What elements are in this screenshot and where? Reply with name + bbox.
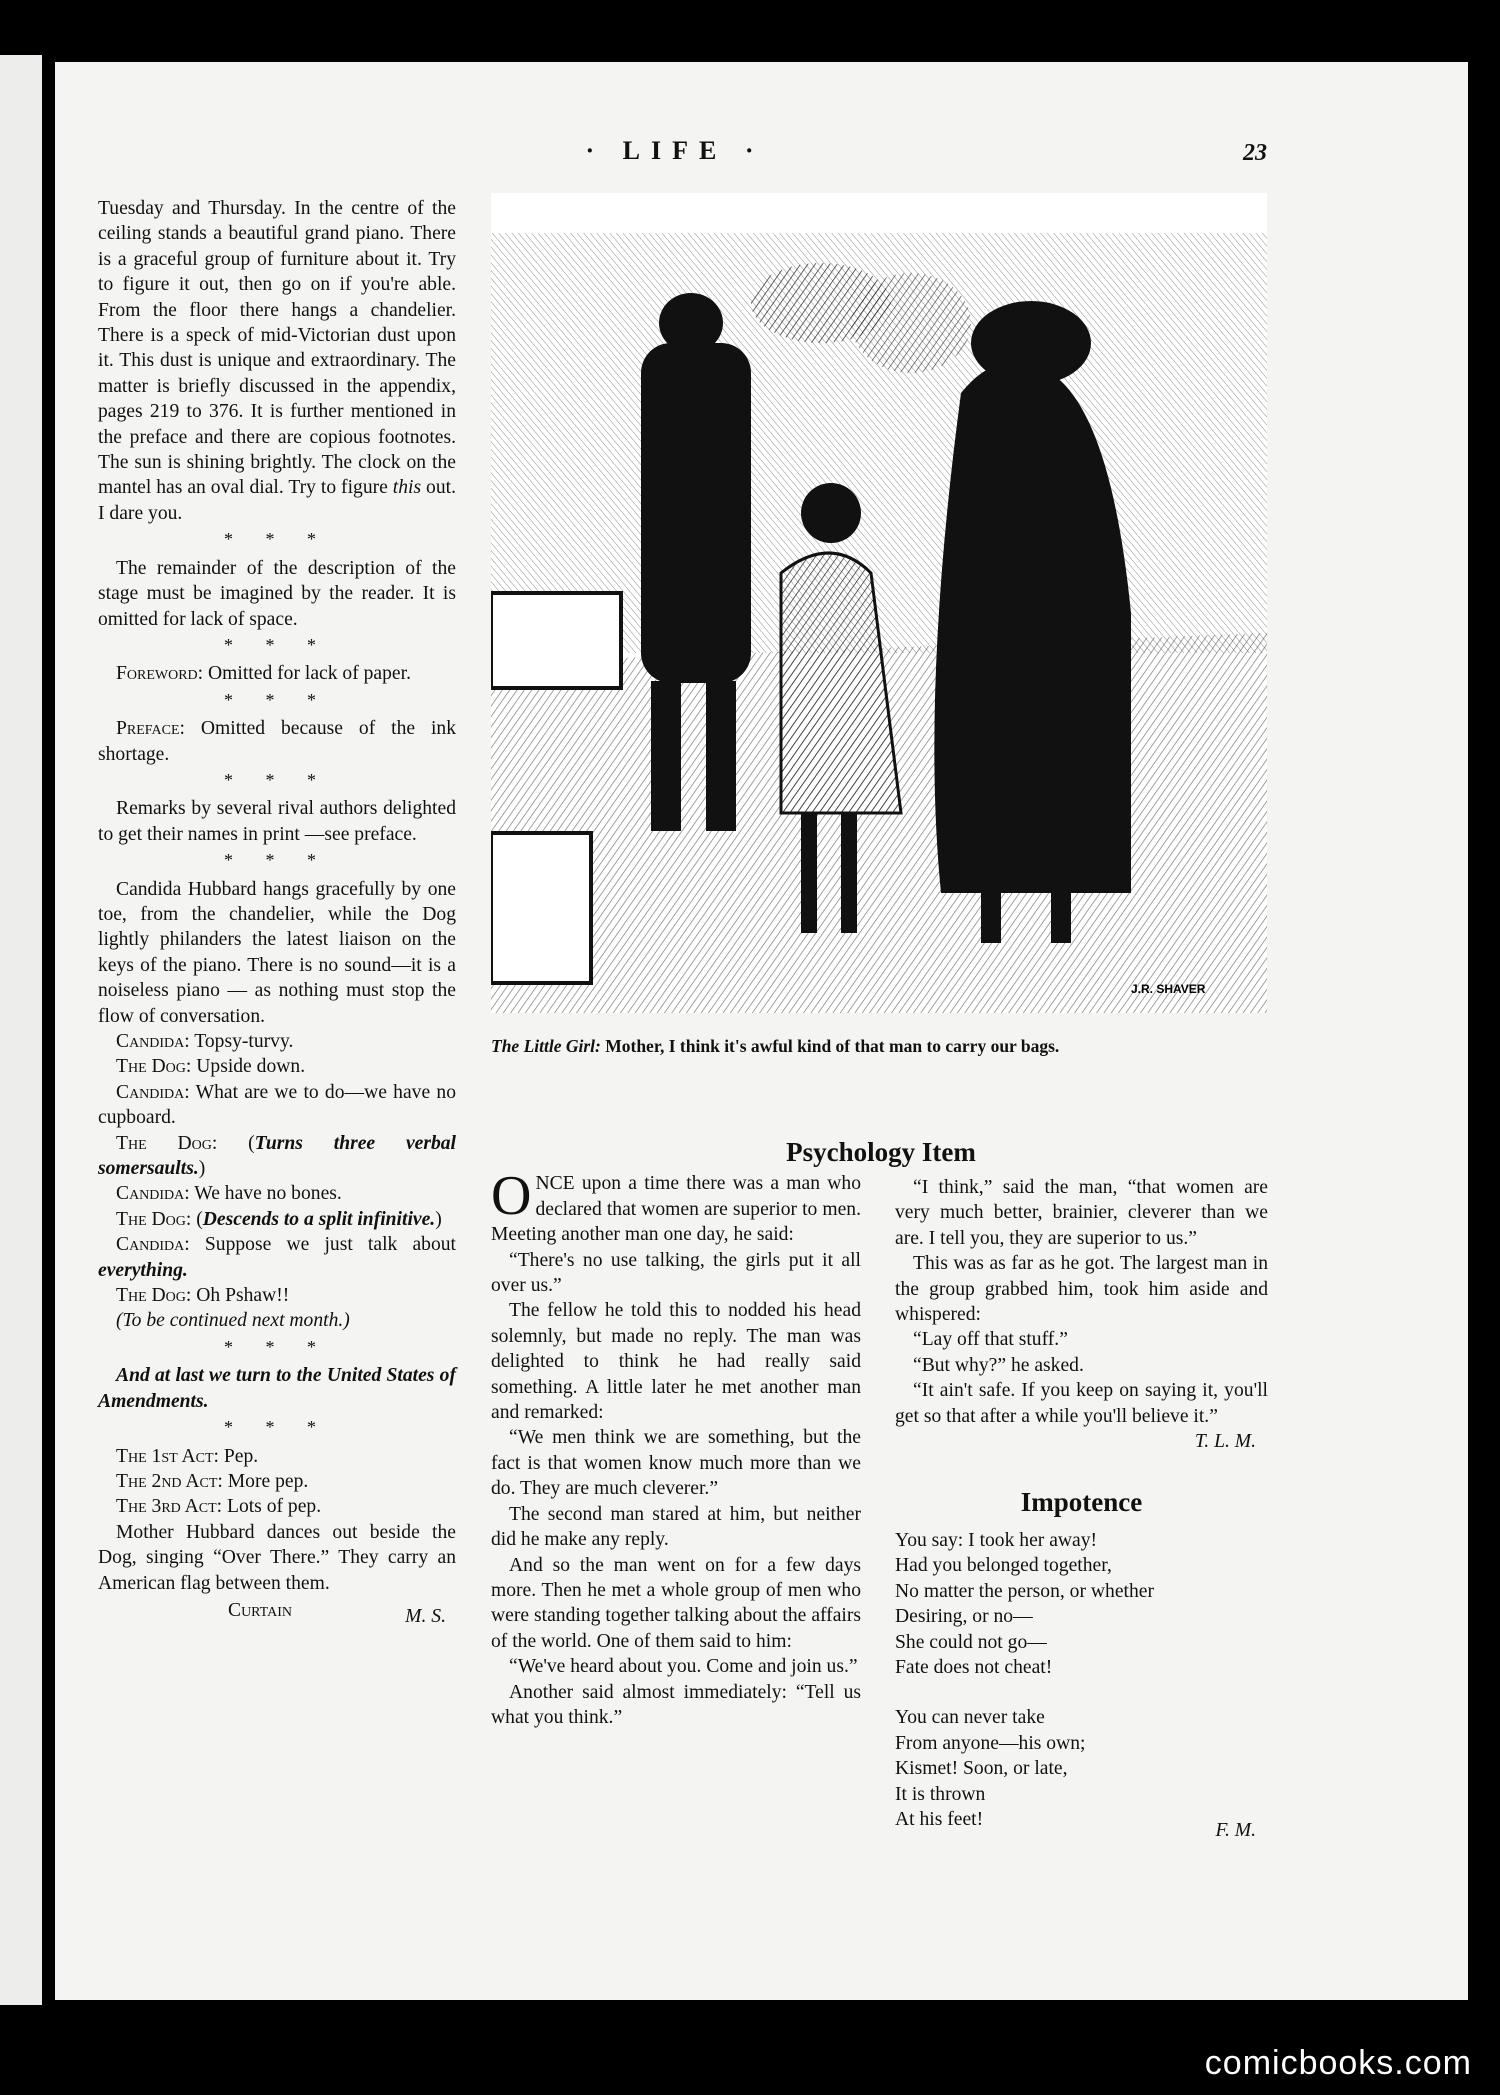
illustration-caption: The Little Girl: Mother, I think it's awful kind of that man to carry our bags. [491,1036,1060,1056]
psychology-paragraph: And so the man went on for a few days more. Then he met a whole group of men who were standing together talking about the affairs of the world. One of them said to him: [491,1554,861,1652]
closing-paragraph: Mother Hubbard dances out beside the Dog, singing “Over There.” They carry an American flag between them. [98,1521,456,1594]
psychology-paragraph: “I think,” said the man, “that women are very much better, brainier, cleverer than we are. I tell you, they are superior to us.” [895,1177,1268,1249]
poem-line: It is thrown [895,1783,986,1805]
page-number: 23 [1243,140,1267,166]
dialogue-line: The Dog: (Turns three verbal somersaults.) [98,1132,456,1180]
poem-line: You can never take [895,1707,1045,1729]
illustration [491,193,1267,1013]
dialogue-line: Candida: Topsy-turvy. [116,1031,294,1052]
dialogue-line: Candida: What are we to do—we have no cupboard. [98,1081,456,1129]
signature-ms: M. S. [405,1605,446,1627]
remainder-paragraph: The remainder of the description of the stage must be imagined by the reader. It is omitted for lack of space. [98,557,456,630]
facing-page-edge [0,55,42,2005]
section-stars: * * * [224,769,330,790]
section-stars: * * * [224,1336,330,1357]
psychology-paragraph: “It ain't safe. If you keep on saying it, you'll get so that after a while you'll believe it.” [895,1380,1268,1427]
poem-line: Desiring, or no— [895,1606,1033,1628]
section-stars: * * * [224,850,330,871]
psychology-paragraph: “Lay off that stuff.” [913,1329,1068,1351]
poem-line: Had you belonged together, [895,1555,1112,1577]
psychology-paragraph: The second man stared at him, but neither did he make any reply. [491,1503,861,1551]
dialogue-line: Candida: Suppose we just talk about everything. [98,1234,456,1281]
act-line: The 1st Act: Pep. [116,1445,259,1467]
act-line: The 3rd Act: Lots of pep. [116,1496,322,1518]
section-stars: * * * [224,689,330,710]
poem-line: No matter the person, or whether [895,1580,1154,1602]
psychology-title: Psychology Item [786,1137,976,1167]
signature-fm: F. M. [1215,1820,1256,1842]
amendments-line: And at last we turn to the United States of Amendments. [98,1365,456,1412]
psychology-paragraph: “We've heard about you. Come and join us.” [509,1656,858,1678]
dialogue-line: The Dog: Oh Pshaw!! [116,1285,290,1307]
running-head: · LIFE · [585,136,765,165]
psychology-paragraph: The fellow he told this to nodded his head solemnly, but made no reply. The man was delighted to think he had really said something. A little later he met another man and remarked: [491,1300,861,1424]
psychology-p1: ONCE upon a time there was a man who declared that women are superior to men. Meeting another man one day, he said: [491,1165,861,1246]
preface-paragraph: Preface: Omitted because of the ink shortage. [98,718,456,765]
artist-signature: J.R. SHAVER [1131,982,1206,996]
psychology-paragraph: “We men think we are something, but the fact is that women know much more than we do. They are much cleverer.” [491,1427,861,1500]
poem-stanza-1 [895,1528,1268,1680]
poem-line: She could not go— [895,1631,1047,1653]
candida-intro: Candida Hubbard hangs gracefully by one toe, from the chandelier, while the Dog lightly philanders the latest liaison on the keys of the piano. There is no sound—it is a noiseless piano — as nothing must stop the flow of conversation. [98,878,456,1027]
dialogue-line: The Dog: (Descends to a split infinitive.) [116,1208,442,1230]
station-scene-drawing [491,193,1267,1013]
poem-line: You say: I took her away! [895,1529,1098,1551]
poem-line: Fate does not cheat! [895,1656,1053,1678]
site-watermark: comicbooks.com [1204,2044,1472,2082]
poem-stanza-2 [895,1705,1268,1832]
curtain-label: Curtain [228,1599,292,1621]
curtain-row [98,1596,456,1626]
drop-cap: O [491,1165,532,1228]
dialogue-line: Candida: We have no bones. [116,1183,342,1205]
psychology-paragraph: “But why?” he asked. [913,1354,1084,1376]
psychology-paragraph: Another said almost immediately: “Tell us what you think.” [491,1681,861,1728]
dialogue-line: The Dog: Upside down. [116,1056,306,1078]
column-left [98,196,456,1626]
section-stars: * * * [224,634,330,655]
poem-line: From anyone—his own; [895,1732,1086,1754]
poem-line: Kismet! Soon, or late, [895,1758,1068,1780]
column-right [895,1140,1268,1844]
stage-description: Tuesday and Thursday. In the centre of the ceiling stands a beautiful grand piano. There is a graceful group of furniture about it. Try to figure it out, then go on if you're able. From the floor there hangs a chandelier. There is a speck of mid-Victorian dust upon it. This dust is unique and extraordinary. The matter is briefly discussed in the appendix, pages 219 to 376. It is further mentioned in the preface and there are copious footnotes. The sun is shining brightly. The clock on the mantel has an oval dial. Try to figure this out. I dare you. [98,198,456,524]
section-stars: * * * [224,1417,330,1438]
act-line: The 2nd Act: More pep. [116,1470,309,1492]
poem-line: At his feet! [895,1808,984,1830]
signature-tlm: T. L. M. [1194,1431,1256,1453]
foreword-paragraph: Foreword: Omitted for lack of paper. [116,663,411,685]
psychology-paragraph: “There's no use talking, the girls put it all over us.” [491,1249,861,1297]
remarks-paragraph: Remarks by several rival authors delighted to get their names in print —see preface. [98,798,456,845]
continued-note: (To be continued next month.) [116,1310,350,1332]
section-stars: * * * [224,529,330,550]
impotence-title: Impotence [1020,1487,1143,1518]
psychology-paragraph: This was as far as he got. The largest man in the group grabbed him, took him aside and whispered: [895,1253,1268,1326]
title-spacer [895,1140,1268,1175]
